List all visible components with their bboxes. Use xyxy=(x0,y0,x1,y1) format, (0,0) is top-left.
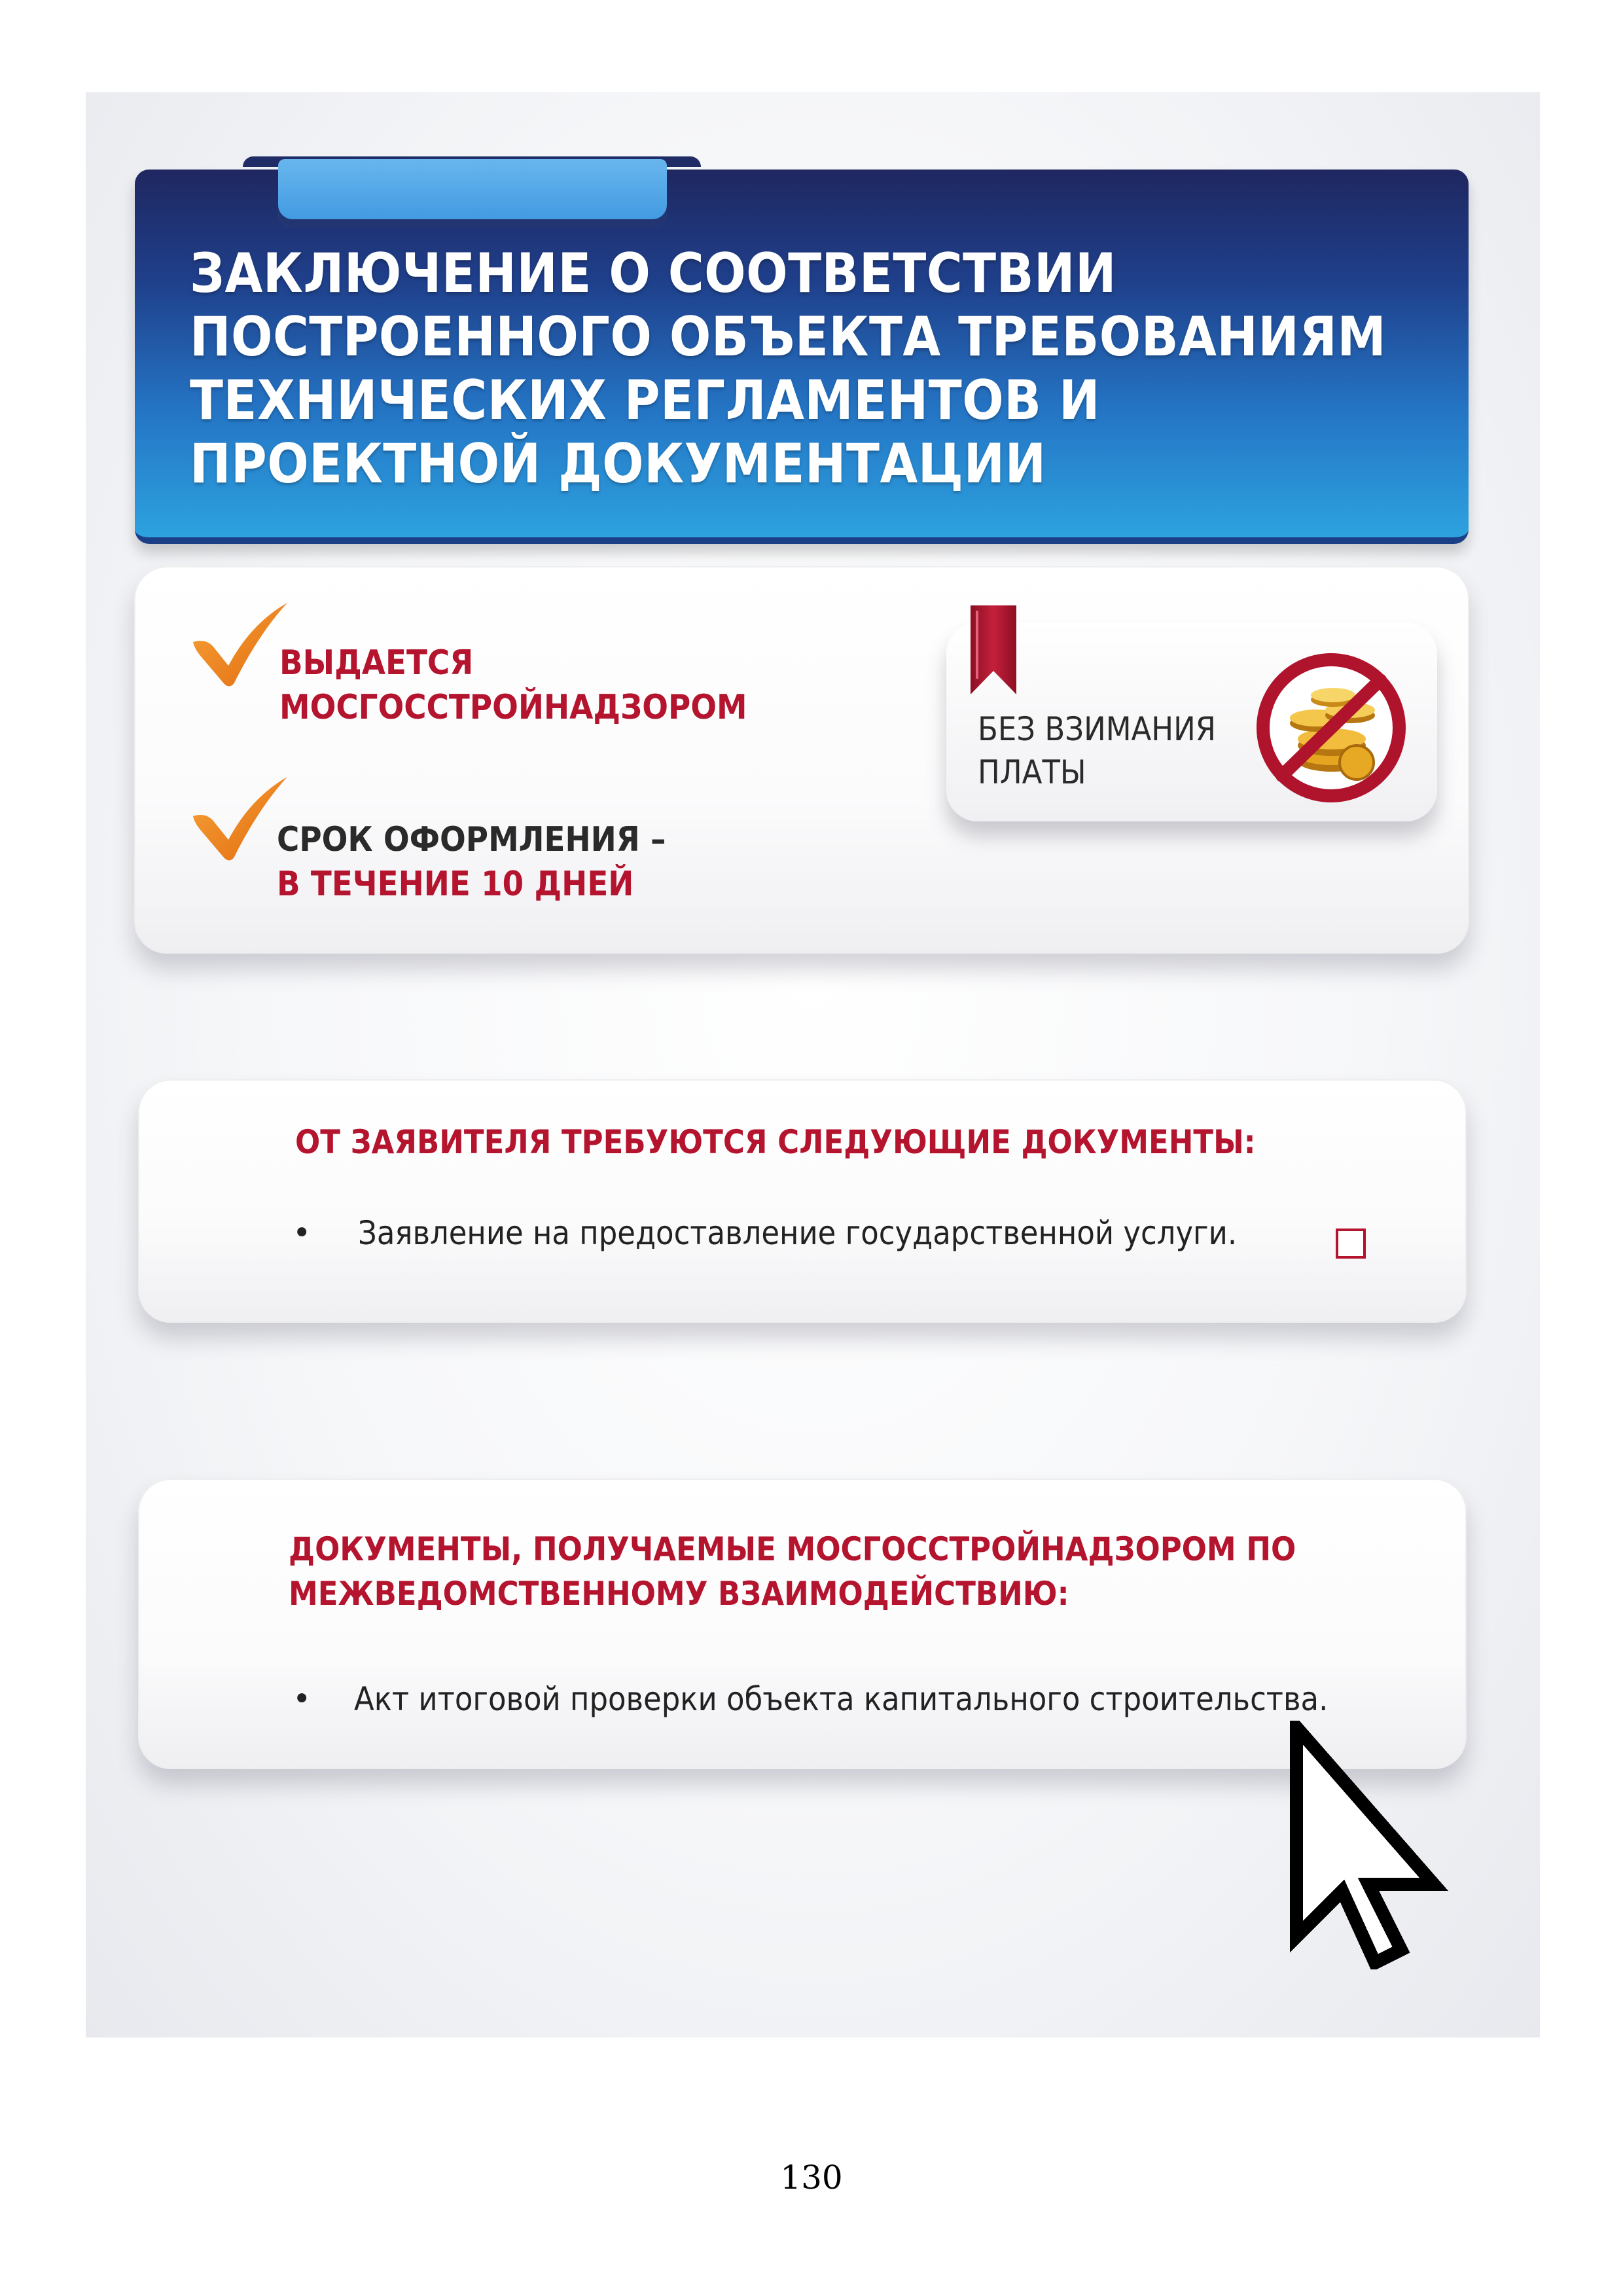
processing-term xyxy=(277,817,866,906)
cursor-arrow-icon xyxy=(1290,1721,1454,1969)
term-line-1: СРОК ОФОРМЛЕНИЯ – xyxy=(277,820,666,859)
list-item: Акт итоговой проверки объекта капитального строительства. xyxy=(354,1680,1329,1718)
fee-line-1: БЕЗ ВЗИМАНИЯ xyxy=(978,710,1217,748)
bullet: • xyxy=(293,1215,312,1251)
issued-line-1: ВЫДАЕТСЯ xyxy=(279,643,474,683)
interagency-documents-title: ДОКУМЕНТЫ, ПОЛУЧАЕМЫЕ МОСГОССТРОЙНАДЗОРОМ ПО МЕЖВЕДОМСТВЕННОМУ ВЗАИМОДЕЙСТВИЮ: xyxy=(289,1530,1296,1613)
page-number: 130 xyxy=(780,2159,843,2197)
required-documents-title: ОТ ЗАЯВИТЕЛЯ ТРЕБУЮТСЯ СЛЕДУЮЩИЕ ДОКУМЕНТЫ: xyxy=(295,1123,1256,1161)
no-coins-icon xyxy=(1253,650,1409,806)
issued-line-2: МОСГОССТРОЙНАДЗОРОМ xyxy=(279,688,747,727)
page-title: ЗАКЛЮЧЕНИЕ О СООТВЕТСТВИИ ПОСТРОЕННОГО ОБЪЕКТА ТРЕБОВАНИЯМ ТЕХНИЧЕСКИХ РЕГЛАМЕНТОВ И ПРОЕКТНОЙ ДОКУМЕНТАЦИИ xyxy=(190,242,1387,495)
fee-line-2: ПЛАТЫ xyxy=(978,753,1086,791)
issued-by xyxy=(279,641,868,730)
banner-tab xyxy=(278,159,667,227)
checkbox[interactable] xyxy=(1336,1229,1366,1259)
fee-text xyxy=(978,708,1279,794)
interagency-documents-card xyxy=(138,1479,1467,1769)
required-documents-card xyxy=(138,1079,1467,1323)
term-line-2: В ТЕЧЕНИЕ 10 ДНЕЙ xyxy=(277,865,634,904)
list-item: Заявление на предоставление государственной услуги. xyxy=(358,1214,1238,1252)
poster xyxy=(86,92,1540,2037)
bookmark-icon xyxy=(968,605,1019,694)
checkmark-icon xyxy=(188,600,293,692)
bullet: • xyxy=(293,1681,312,1717)
